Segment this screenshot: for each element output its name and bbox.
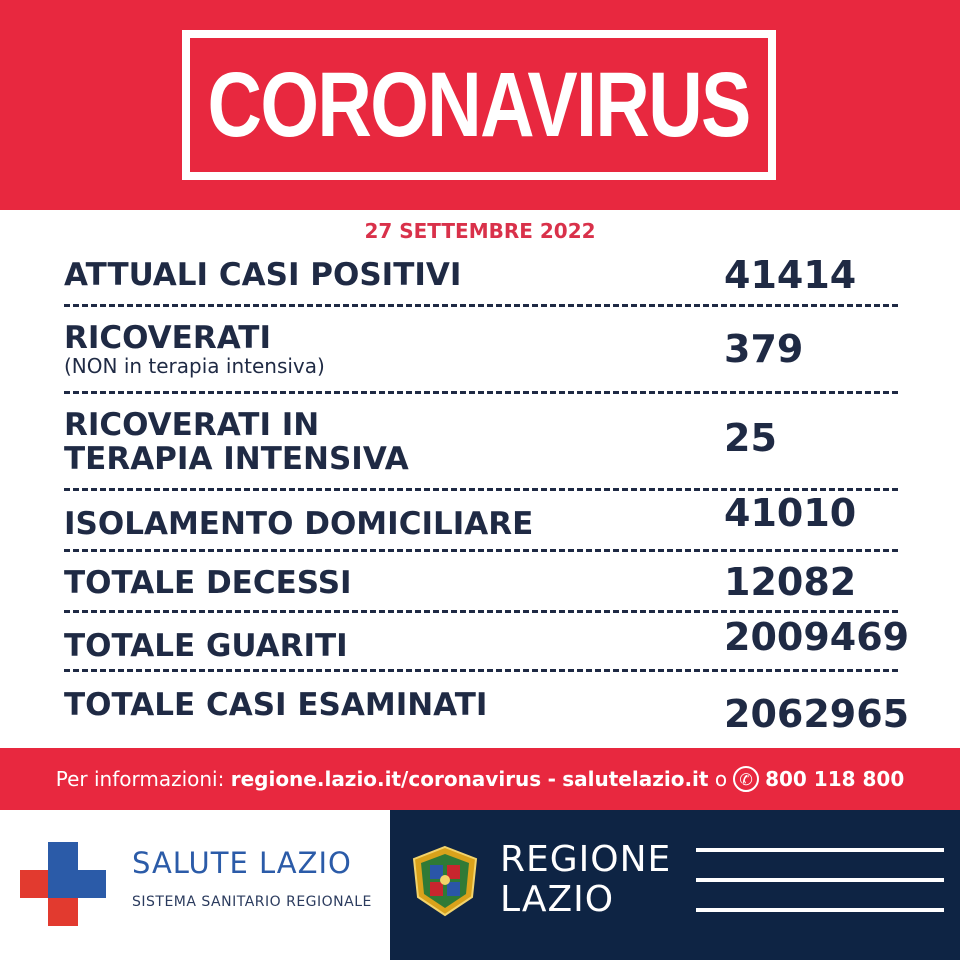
stat-value: 2009469 [724,615,910,659]
info-prefix: Per informazioni: [55,767,225,791]
footer-stripe [696,908,944,912]
stat-label: TOTALE GUARITI [64,628,348,664]
stat-row-totale-casi-esaminati [64,672,910,736]
stat-label: ATTUALI CASI POSITIVI [64,257,462,293]
stat-value: 25 [724,416,777,460]
footer-stripe [696,878,944,882]
stat-row-ricoverati [64,307,898,394]
stat-value: 41010 [724,491,857,535]
regione-line2: LAZIO [500,879,615,920]
salute-lazio-subtitle: SISTEMA SANITARIO REGIONALE [132,894,372,910]
regione-lazio-name [500,840,671,920]
salute-lazio-name: SALUTE LAZIO [132,846,352,880]
stat-label-line1: RICOVERATI IN [64,407,320,443]
title-box [182,30,776,180]
stat-value: 12082 [724,560,857,604]
phone-icon: ✆ [733,766,759,792]
stat-value: 41414 [724,253,857,297]
stat-label [64,408,409,476]
stat-label [64,321,325,377]
info-link-regione[interactable]: regione.lazio.it/coronavirus [230,767,542,791]
info-separator: - [547,767,556,791]
info-conjunction: o [714,767,728,791]
info-phone[interactable]: 800 118 800 [765,767,905,791]
header-banner [0,0,960,210]
stat-row-totale-guariti [64,613,910,672]
stat-label: ISOLAMENTO DOMICILIARE [64,506,534,542]
stat-label: TOTALE CASI ESAMINATI [64,687,488,723]
salute-lazio-cross-icon [20,842,106,926]
stat-row-attuali-casi-positivi [64,240,898,307]
info-bar [0,748,960,810]
info-link-salute[interactable]: salutelazio.it [562,767,709,791]
footer-stripe [696,848,944,852]
stat-row-totale-decessi [64,552,898,613]
stat-sublabel: (NON in terapia intensiva) [64,354,325,378]
regione-line1: REGIONE [500,839,672,880]
stat-value: 2062965 [724,692,910,736]
stat-label-line2: TERAPIA INTENSIVA [64,441,409,477]
regione-lazio-emblem-icon [410,845,480,917]
stat-label-main: RICOVERATI [64,320,271,356]
page-title: CORONAVIRUS [207,53,751,156]
stat-row-terapia-intensiva [64,394,898,491]
stat-label: TOTALE DECESSI [64,565,352,601]
stat-row-isolamento-domiciliare [64,491,898,552]
stat-value: 379 [724,327,804,371]
report-date: 27 SETTEMBRE 2022 [364,219,596,243]
